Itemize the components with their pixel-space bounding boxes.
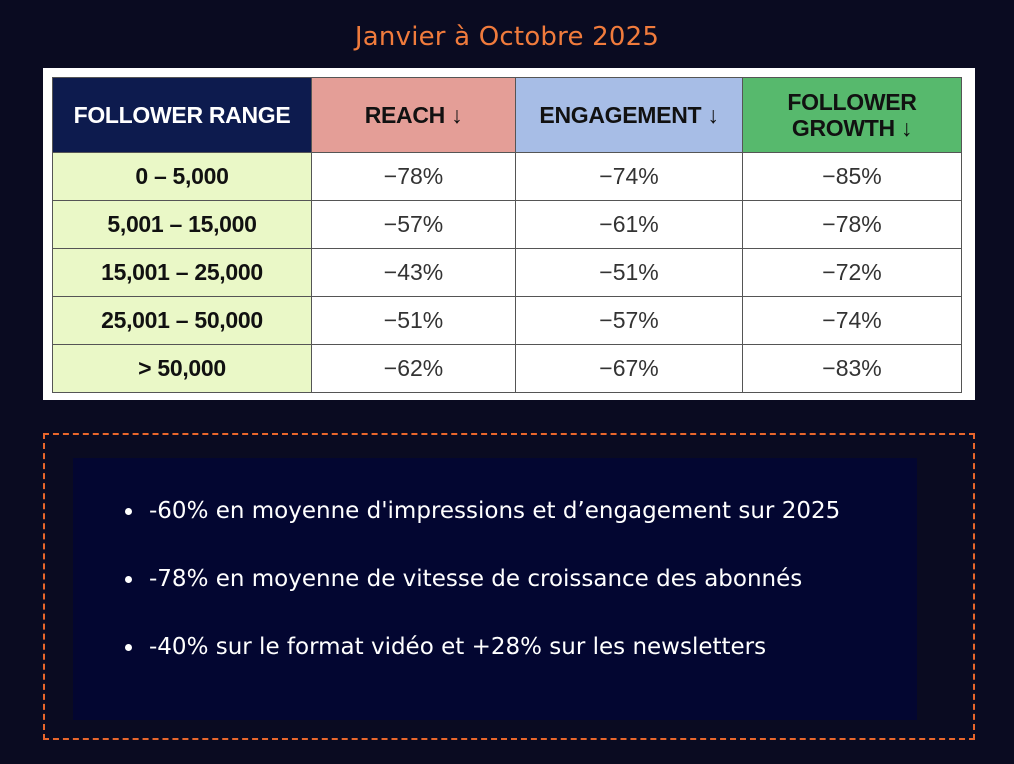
range-cell: 15,001 – 25,000	[53, 249, 312, 297]
engagement-cell: −51%	[516, 249, 743, 297]
growth-cell: −85%	[743, 153, 962, 201]
header-engagement: ENGAGEMENT ↓	[516, 78, 743, 153]
engagement-cell: −74%	[516, 153, 743, 201]
growth-cell: −74%	[743, 297, 962, 345]
bullet-text: -60% en moyenne d'impressions et d’engagement sur 2025	[149, 498, 841, 524]
reach-cell: −43%	[312, 249, 516, 297]
range-cell: 0 – 5,000	[53, 153, 312, 201]
table-row	[53, 201, 962, 249]
engagement-cell: −61%	[516, 201, 743, 249]
list-item	[121, 562, 881, 596]
header-follower-range: FOLLOWER RANGE	[53, 78, 312, 153]
table-row	[53, 345, 962, 393]
range-cell: 25,001 – 50,000	[53, 297, 312, 345]
engagement-cell: −67%	[516, 345, 743, 393]
range-cell: > 50,000	[53, 345, 312, 393]
engagement-cell: −57%	[516, 297, 743, 345]
growth-cell: −78%	[743, 201, 962, 249]
follower-stats-table	[52, 77, 962, 393]
table-header-row	[53, 78, 962, 153]
growth-cell: −72%	[743, 249, 962, 297]
reach-cell: −51%	[312, 297, 516, 345]
header-growth-line1: FOLLOWER	[787, 89, 917, 115]
table-row	[53, 153, 962, 201]
bullet-dot-icon	[125, 576, 132, 583]
reach-cell: −78%	[312, 153, 516, 201]
table-row	[53, 249, 962, 297]
range-cell: 5,001 – 15,000	[53, 201, 312, 249]
page-title: Janvier à Octobre 2025	[354, 22, 660, 52]
header-growth-line2: GROWTH ↓	[791, 115, 913, 141]
growth-cell: −83%	[743, 345, 962, 393]
bullet-text: -78% en moyenne de vitesse de croissance des abonnés	[149, 566, 803, 592]
list-item	[121, 494, 881, 528]
summary-panel	[73, 458, 917, 720]
stats-table-card	[43, 68, 975, 400]
list-item	[121, 630, 881, 664]
bullet-text: -40% sur le format vidéo et +28% sur les newsletters	[149, 634, 767, 660]
reach-cell: −57%	[312, 201, 516, 249]
bullet-dot-icon	[125, 508, 132, 515]
summary-bullet-list	[121, 494, 881, 698]
header-follower-growth	[743, 78, 962, 153]
header-reach: REACH ↓	[312, 78, 516, 153]
reach-cell: −62%	[312, 345, 516, 393]
table-row	[53, 297, 962, 345]
bullet-dot-icon	[125, 644, 132, 651]
